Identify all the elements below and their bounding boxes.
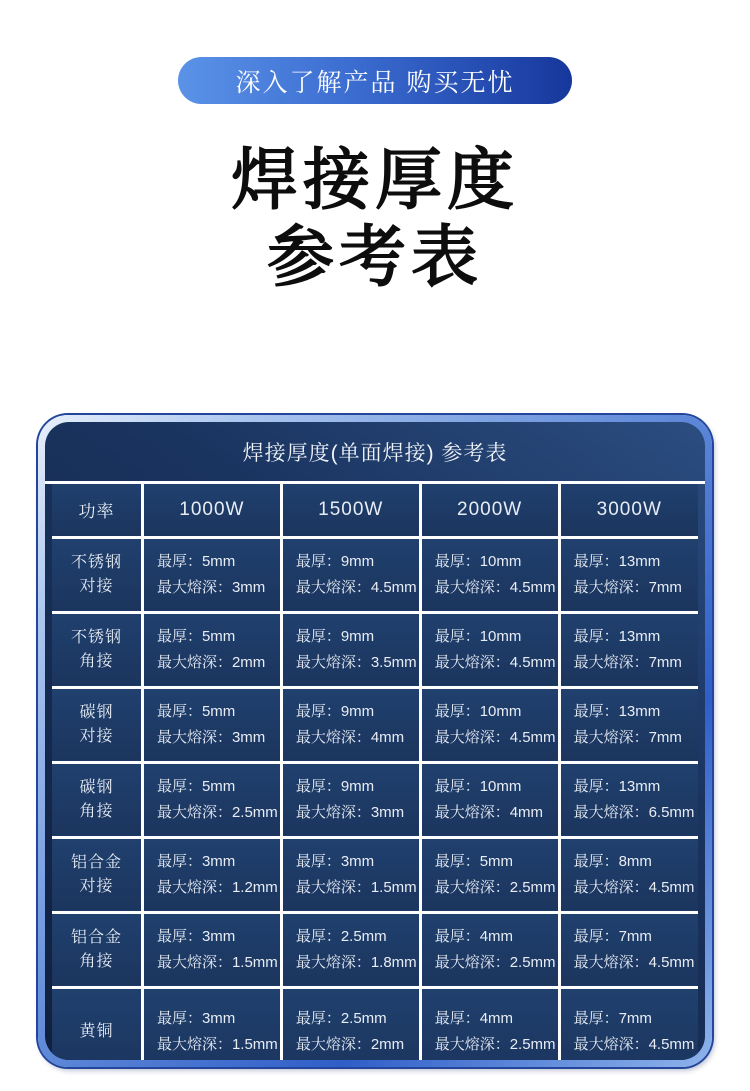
spec-line: 最厚：2.5mm xyxy=(295,927,387,945)
table-row xyxy=(52,987,698,1060)
spec-line: 最厚：13mm xyxy=(573,702,661,720)
spec-line: 最大熔深：4.5mm xyxy=(295,578,417,596)
spec-line: 最大熔深：2.5mm xyxy=(156,803,278,821)
spec-line: 最厚：3mm xyxy=(295,852,375,870)
spec-line: 最大熔深：4mm xyxy=(295,728,405,746)
spec-line: 最大熔深：4.5mm xyxy=(434,728,556,746)
spec-line: 最大熔深：1.5mm xyxy=(295,878,417,896)
material-cell xyxy=(52,987,142,1060)
table-header-row xyxy=(52,484,698,537)
spec-line: 最大熔深：2mm xyxy=(295,1035,405,1053)
material-label-line: 碳钢 xyxy=(79,703,114,721)
spec-line: 最大熔深：7mm xyxy=(573,653,682,671)
column-header-1000w: 1000W xyxy=(142,484,281,537)
table-row xyxy=(52,762,698,837)
spec-line: 最厚：3mm xyxy=(156,927,236,945)
spec-cell xyxy=(142,687,281,762)
spec-line: 最大熔深：4.5mm xyxy=(573,1035,695,1053)
spec-cell xyxy=(559,762,698,837)
spec-cell xyxy=(559,987,698,1060)
spec-line: 最大熔深：4.5mm xyxy=(434,653,556,671)
spec-line: 最厚：10mm xyxy=(434,552,522,570)
page-title-line2: 参考表 xyxy=(267,220,483,295)
spec-line: 最大熔深：1.2mm xyxy=(156,878,278,896)
spec-line: 最厚：4mm xyxy=(434,1009,514,1027)
spec-line: 最厚：10mm xyxy=(434,702,522,720)
spec-cell xyxy=(281,612,420,687)
material-label-line: 对接 xyxy=(79,727,114,745)
reference-table-panel xyxy=(45,422,705,1060)
material-label-line: 黄铜 xyxy=(79,1022,114,1040)
page-title xyxy=(0,142,750,296)
promo-banner xyxy=(178,57,572,104)
spec-cell xyxy=(420,687,559,762)
spec-line: 最厚：10mm xyxy=(434,627,522,645)
material-cell xyxy=(52,837,142,912)
spec-line: 最大熔深：1.8mm xyxy=(295,953,417,971)
spec-line: 最大熔深：6.5mm xyxy=(573,803,695,821)
spec-line: 最厚：13mm xyxy=(573,552,661,570)
spec-line: 最厚：7mm xyxy=(573,1009,652,1027)
column-header-1500w: 1500W xyxy=(281,484,420,537)
spec-line: 最大熔深：2.5mm xyxy=(434,1035,556,1053)
material-label-line: 对接 xyxy=(79,877,114,895)
spec-line: 最厚：13mm xyxy=(573,777,661,795)
spec-line: 最大熔深：4mm xyxy=(434,803,544,821)
welding-thickness-table xyxy=(52,484,698,1060)
material-cell xyxy=(52,537,142,612)
spec-line: 最厚：9mm xyxy=(295,552,375,570)
material-cell xyxy=(52,612,142,687)
spec-line: 最大熔深：3mm xyxy=(156,578,266,596)
spec-line: 最厚：5mm xyxy=(156,627,236,645)
spec-cell xyxy=(142,762,281,837)
material-label-line: 不锈钢 xyxy=(70,553,122,571)
table-row xyxy=(52,837,698,912)
spec-line: 最厚：5mm xyxy=(434,852,514,870)
spec-line: 最大熔深：2.5mm xyxy=(434,953,556,971)
spec-line: 最厚：5mm xyxy=(156,702,236,720)
spec-cell xyxy=(142,612,281,687)
spec-cell xyxy=(559,687,698,762)
material-label-line: 对接 xyxy=(79,577,114,595)
spec-cell xyxy=(142,537,281,612)
spec-line: 最厚：10mm xyxy=(434,777,522,795)
spec-cell xyxy=(420,612,559,687)
spec-cell xyxy=(142,837,281,912)
spec-cell xyxy=(559,537,698,612)
spec-cell xyxy=(420,837,559,912)
spec-cell xyxy=(281,762,420,837)
spec-cell xyxy=(142,987,281,1060)
spec-line: 最大熔深：4.5mm xyxy=(573,878,695,896)
spec-line: 最厚：3mm xyxy=(156,1009,236,1027)
spec-line: 最大熔深：3mm xyxy=(295,803,405,821)
spec-cell xyxy=(420,987,559,1060)
spec-cell xyxy=(559,837,698,912)
spec-cell xyxy=(559,912,698,987)
reference-table-frame xyxy=(38,415,712,1067)
spec-line: 最大熔深：4.5mm xyxy=(573,953,695,971)
spec-cell xyxy=(420,537,559,612)
spec-cell xyxy=(281,837,420,912)
material-label-line: 不锈钢 xyxy=(70,628,122,646)
spec-line: 最厚：4mm xyxy=(434,927,514,945)
material-label-line: 碳钢 xyxy=(79,778,114,796)
material-cell xyxy=(52,912,142,987)
spec-line: 最厚：13mm xyxy=(573,627,661,645)
table-caption: 焊接厚度(单面焊接) 参考表 xyxy=(45,422,705,484)
spec-line: 最大熔深：1.5mm xyxy=(156,1035,278,1053)
spec-line: 最厚：3mm xyxy=(156,852,236,870)
material-label-line: 铝合金 xyxy=(70,853,122,871)
material-cell xyxy=(52,762,142,837)
spec-line: 最大熔深：3mm xyxy=(156,728,266,746)
spec-line: 最厚：8mm xyxy=(573,852,652,870)
spec-cell xyxy=(559,612,698,687)
promo-banner-text: 深入了解产品 购买无忧 xyxy=(235,68,515,97)
material-label-line: 角接 xyxy=(79,652,114,670)
table-row xyxy=(52,687,698,762)
spec-line: 最厚：9mm xyxy=(295,702,375,720)
spec-line: 最厚：9mm xyxy=(295,627,375,645)
material-label-line: 角接 xyxy=(79,952,114,970)
spec-line: 最大熔深：4.5mm xyxy=(434,578,556,596)
spec-line: 最大熔深：7mm xyxy=(573,578,682,596)
column-header-2000w: 2000W xyxy=(420,484,559,537)
spec-line: 最大熔深：2.5mm xyxy=(434,878,556,896)
column-header-3000w: 3000W xyxy=(559,484,698,537)
spec-cell xyxy=(420,912,559,987)
spec-line: 最大熔深：2mm xyxy=(156,653,266,671)
column-header-power: 功率 xyxy=(52,484,142,537)
spec-line: 最大熔深：7mm xyxy=(573,728,682,746)
spec-cell xyxy=(142,912,281,987)
material-label-line: 角接 xyxy=(79,802,114,820)
spec-line: 最厚：9mm xyxy=(295,777,375,795)
spec-cell xyxy=(281,912,420,987)
table-grid-area xyxy=(45,484,705,1060)
spec-line: 最厚：7mm xyxy=(573,927,652,945)
page-title-line1: 焊接厚度 xyxy=(231,143,519,218)
spec-cell xyxy=(420,762,559,837)
spec-line: 最大熔深：1.5mm xyxy=(156,953,278,971)
spec-line: 最厚：5mm xyxy=(156,552,236,570)
table-row xyxy=(52,537,698,612)
spec-line: 最厚：5mm xyxy=(156,777,236,795)
spec-line: 最大熔深：3.5mm xyxy=(295,653,417,671)
material-label-line: 铝合金 xyxy=(70,928,122,946)
spec-cell xyxy=(281,987,420,1060)
table-row xyxy=(52,912,698,987)
spec-line: 最厚：2.5mm xyxy=(295,1009,387,1027)
table-row xyxy=(52,612,698,687)
spec-cell xyxy=(281,687,420,762)
material-cell xyxy=(52,687,142,762)
spec-cell xyxy=(281,537,420,612)
